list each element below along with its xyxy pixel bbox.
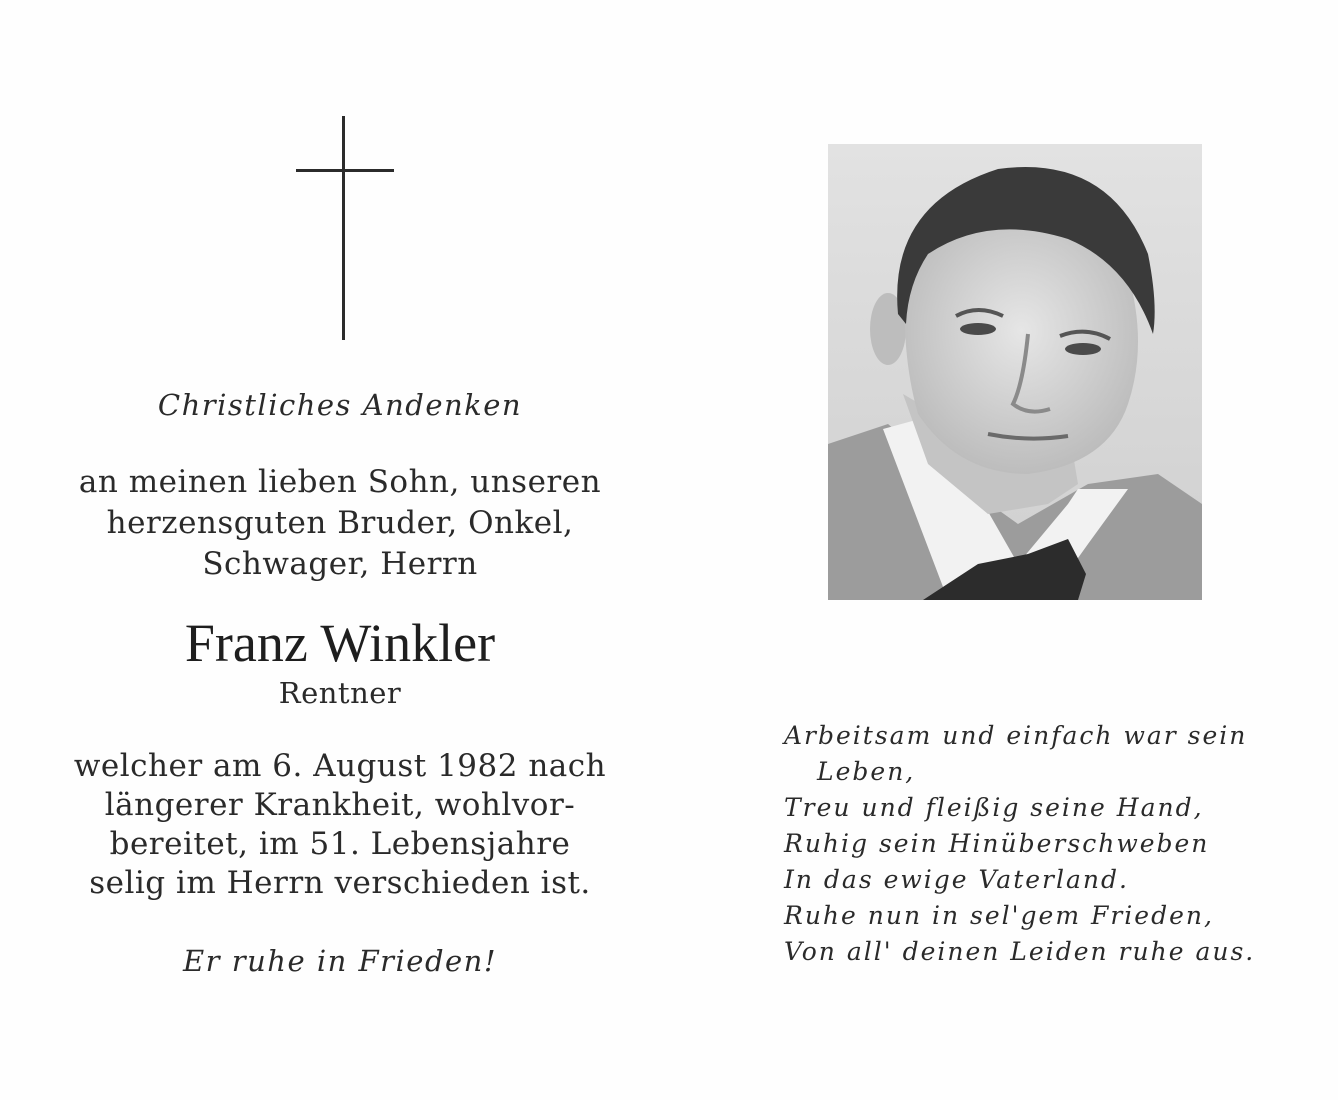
cross-icon: [296, 116, 394, 340]
cross-vertical-bar: [342, 116, 345, 340]
cross-horizontal-bar: [296, 169, 394, 172]
intro-line: Schwager, Herrn: [202, 546, 478, 582]
intro-line: an meinen lieben Sohn, unseren: [78, 464, 602, 500]
poem-line: Von all' deinen Leiden ruhe aus.: [784, 937, 1256, 966]
poem-line: Ruhig sein Hinüberschweben: [784, 829, 1210, 858]
intro-text: [40, 462, 640, 585]
death-line: längerer Krankheit, wohlvor-: [104, 787, 576, 823]
memorial-poem: [784, 718, 1284, 970]
intro-line: herzensguten Bruder, Onkel,: [106, 505, 574, 541]
portrait-photo: [828, 144, 1202, 600]
death-line: welcher am 6. August 1982 nach: [73, 748, 607, 784]
poem-line: Arbeitsam und einfach war sein: [784, 721, 1248, 750]
deceased-occupation: Rentner: [278, 676, 402, 710]
poem-line: Leben,: [817, 757, 916, 786]
poem-line: Treu und fleißig seine Hand,: [784, 793, 1204, 822]
death-line: selig im Herrn verschieden ist.: [89, 865, 591, 901]
death-line: bereitet, im 51. Lebensjahre: [109, 826, 571, 862]
deceased-name: Franz Winkler: [184, 613, 496, 673]
poem-line: Ruhe nun in sel'gem Frieden,: [784, 901, 1214, 930]
card-heading: Christliches Andenken: [157, 388, 523, 422]
death-notice: [40, 747, 640, 903]
closing-blessing: Er ruhe in Frieden!: [183, 944, 497, 978]
poem-line: In das ewige Vaterland.: [784, 865, 1129, 894]
portrait-illustration: [828, 144, 1202, 600]
